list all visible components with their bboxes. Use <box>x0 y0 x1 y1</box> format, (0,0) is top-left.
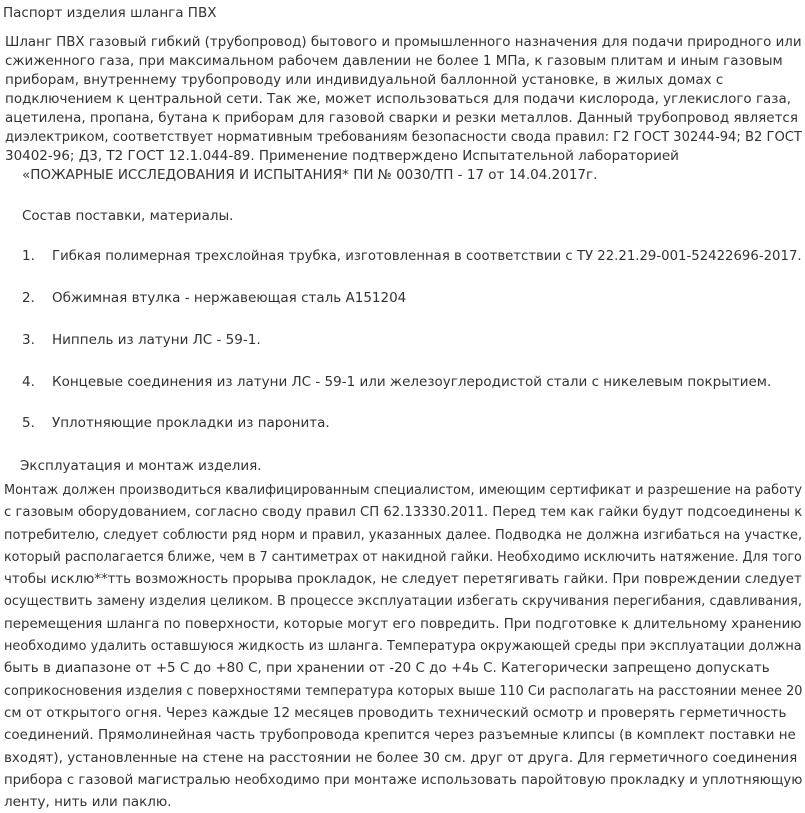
operation-line: прибора с газовой магистралью необходимо при монтаже использовать паройтовую прокладку и уплотняющую <box>4 771 803 788</box>
operation-line: быть в диапазоне от +5 С до +80 С, при хранении от -20 С до +4ь С. Категорически запрещено допускать <box>4 660 770 677</box>
intro-line: сжиженного газа, при максимальном рабочем давлении не более 1 МПа, к газовым плитам и иным газовым <box>5 53 783 69</box>
intro-line: диэлектриком, соответствует нормативным требованиям безопасности свода правил: Г2 ГОСТ 30244-94; В2 ГОСТ <box>5 129 802 145</box>
document-title: Паспорт изделия шланга ПВХ <box>3 5 217 21</box>
intro-line: Шланг ПВХ газовый гибкий (трубопровод) бытового и промышленного назначения для подачи природного или <box>5 34 802 50</box>
intro-line: 30402-96; Д3, Т2 ГОСТ 12.1.044-89. Применение подтверждено Испытательной лабораторией <box>5 148 679 164</box>
operation-line: соприкосновения изделия с поверхностями температура которых выше 110 Си располагать на расстоянии менее 20 <box>4 682 803 699</box>
operation-line: с газовым оборудованием, согласно своду правил СП 62.13330.2011. Перед тем как гайки будут подсоединены к <box>4 504 803 521</box>
operation-line: входят), установленные на стене на расстоянии не более 30 см. друг от друга. Для герметичного соединения <box>4 749 798 766</box>
composition-heading: Состав поставки, материалы. <box>22 208 234 224</box>
intro-line: подключением к центральной сети. Так же, может использоваться для подачи кислорода, углекислого газа, <box>5 91 792 107</box>
list-item-text: Обжимная втулка - нержавеющая сталь А151204 <box>52 290 407 306</box>
intro-line: приборам, внутреннему трубопроводу или индивидуальной баллонной установке, в жилых домах с <box>5 72 724 88</box>
list-item-number: 2. <box>22 290 35 306</box>
operation-line: ленту, нить или паклю. <box>4 794 172 811</box>
intro-line: ацетилена, пропана, бутана к приборам для газовой сварки и резки металлов. Данный трубопровод является <box>5 110 798 126</box>
list-item-text: Ниппель из латуни ЛС - 59-1. <box>52 332 261 348</box>
operation-line: потребителю, следует соблюсти ряд норм и правил, указанных далее. Подводка не должна изгибаться на участке, <box>4 526 803 543</box>
list-item-number: 5. <box>22 415 35 431</box>
operation-line: перемещения шланга по поверхности, которые могут его повредить. При подготовке к длительному хранению <box>4 615 802 632</box>
fire-lab-reference: «ПОЖАРНЫЕ ИССЛЕДОВАНИЯ И ИСПЫТАНИЯ* ПИ № 0030/ТП - 17 от 14.04.2017г. <box>22 167 598 183</box>
list-item-text: Гибкая полимерная трехслойная трубка, изготовленная в соответствии с ТУ 22.21.29-001-52422696-2017. <box>52 248 802 264</box>
intro-paragraph <box>5 33 803 166</box>
operation-paragraph <box>4 479 804 813</box>
operation-heading: Эксплуатация и монтаж изделия. <box>20 458 262 474</box>
operation-line: чтобы исклю**тть возможность прорыва прокладок, не следует перетягивать гайки. При повреждении следует <box>4 571 802 588</box>
operation-line: Монтаж должен производиться квалифицированным специалистом, имеющим сертификат и разрешение на работу <box>4 482 803 498</box>
list-item-text: Концевые соединения из латуни ЛС - 59-1 или железоуглеродистой стали с никелевым покрытием. <box>52 374 772 390</box>
list-item-text: Уплотняющие прокладки из паронита. <box>52 415 330 431</box>
operation-line: который располагается ближе, чем в 7 сантиметрах от накидной гайки. Необходимо исключить натяжение. Для того <box>4 548 802 565</box>
list-item-number: 3. <box>22 332 35 348</box>
operation-line: см от открытого огня. Через каждые 12 месяцев проводить технический осмотр и проверять герметичность <box>4 704 787 721</box>
list-item-number: 1. <box>22 248 35 264</box>
operation-line: соединений. Прямолинейная часть трубопровода крепится через разъемные клипсы (в комплект поставки не <box>4 727 796 744</box>
operation-line: необходимо удалить оставшуюся жидкость из шланга. Температура окружающей среды при эксплуатации должна <box>4 638 802 655</box>
list-item-number: 4. <box>22 374 35 390</box>
operation-line: осуществить замену изделия целиком. В процессе эксплуатации избегать скручивания перегибания, сдавливания, <box>4 593 802 610</box>
